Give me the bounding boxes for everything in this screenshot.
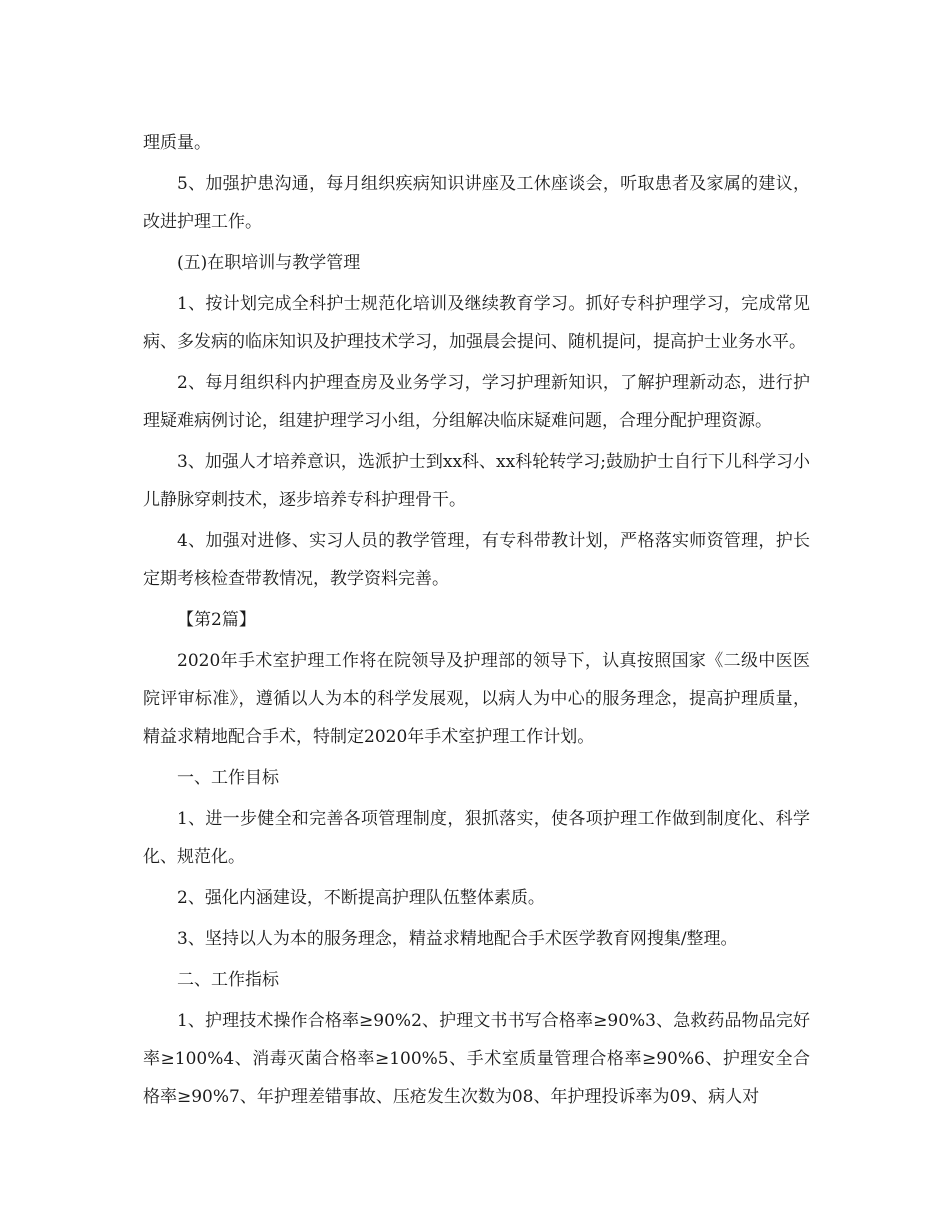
section-heading-goals: 一、工作目标 bbox=[177, 768, 279, 788]
paragraph-11: 1、进一步健全和完善各项管理制度，狠抓落实，使各项护理工作做到制度化、科学化、规范化。 bbox=[143, 809, 810, 867]
paragraph-9: 2020年手术室护理工作将在院领导及护理部的领导下，认真按照国家《二级中医医院评审标准》，遵循以人为本的科学发展观，以病人为中心的服务理念，提高护理质量，精益求精地配合手术，特制定2020年手术室护理工作计划。 bbox=[143, 651, 810, 747]
paragraph-7: 4、加强对进修、实习人员的教学管理，有专科带教计划，严格落实师资管理，护长定期考核检查带教情况，教学资料完善。 bbox=[143, 531, 810, 589]
paragraph-13: 3、坚持以人为本的服务理念，精益求精地配合手术医学教育网搜集/整理。 bbox=[177, 929, 738, 949]
section-heading-indicators: 二、工作指标 bbox=[177, 970, 279, 990]
paragraph-4: 1、按计划完成全科护士规范化培训及继续教育学习。抓好专科护理学习，完成常见病、多发病的临床知识及护理技术学习，加强晨会提问、随机提问，提高护士业务水平。 bbox=[143, 294, 810, 352]
section-heading-training: (五)在职培训与教学管理 bbox=[177, 253, 361, 273]
paragraph-15: 1、护理技术操作合格率≥90%2、护理文书书写合格率≥90%3、急救药品物品完好率≥100%4、消毒灭菌合格率≥100%5、手术室质量管理合格率≥90%6、护理安全合格率≥90%7、年护理差错事故、压疮发生次数为08、年护理投诉率为09、病人对 bbox=[143, 1011, 810, 1107]
paragraph-6: 3、加强人才培养意识，选派护士到xx科、xx科轮转学习;鼓励护士自行下儿科学习小儿静脉穿刺技术，逐步培养专科护理骨干。 bbox=[143, 452, 810, 510]
paragraph-1: 理质量。 bbox=[143, 133, 211, 153]
paragraph-2: 5、加强护患沟通，每月组织疾病知识讲座及工休座谈会，听取患者及家属的建议，改进护理工作。 bbox=[143, 174, 810, 232]
paragraph-12: 2、强化内涵建设，不断提高护理队伍整体素质。 bbox=[177, 888, 545, 908]
paragraph-5: 2、每月组织科内护理查房及业务学习，学习护理新知识，了解护理新动态，进行护理疑难病例讨论，组建护理学习小组，分组解决临床疑难问题，合理分配护理资源。 bbox=[143, 373, 810, 431]
document-page bbox=[143, 124, 810, 1119]
section-heading-part-2: 【第2篇】 bbox=[177, 610, 256, 630]
